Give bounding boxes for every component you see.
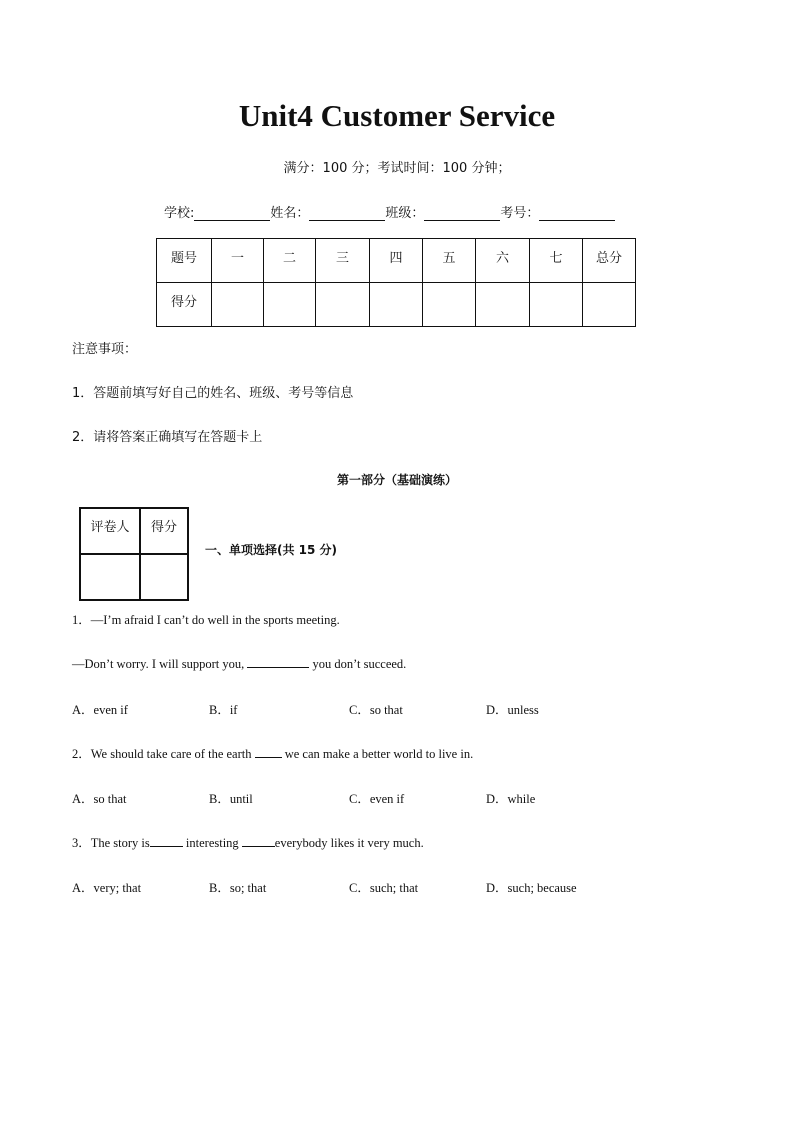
answer-blank xyxy=(247,655,309,668)
student-info-line xyxy=(164,202,615,221)
option-b[interactable]: B．if xyxy=(209,703,238,717)
grader-score-label: 得分 xyxy=(140,508,188,554)
class-label: 班级： xyxy=(385,206,425,221)
question-text: —Don’t worry. I will support you, xyxy=(72,657,248,671)
score-cell[interactable] xyxy=(530,283,583,327)
notes-heading: 注意事项： xyxy=(72,342,138,357)
answer-blank xyxy=(242,834,275,847)
exam-number-field[interactable] xyxy=(539,207,615,221)
score-table-score-row xyxy=(157,283,636,327)
option-d[interactable]: D．such; because xyxy=(486,881,577,895)
row-label: 得分 xyxy=(157,283,212,327)
option-c[interactable]: C．even if xyxy=(349,792,405,806)
note-item: 2．请将答案正确填写在答题卡上 xyxy=(72,430,263,445)
grader-score-field[interactable] xyxy=(140,554,188,600)
answer-blank xyxy=(150,834,183,847)
header-cell: 六 xyxy=(476,239,530,283)
score-table-header-row xyxy=(157,239,636,283)
question-text: everybody likes it very much. xyxy=(274,836,424,850)
part-title: 第一部分（基础演练） xyxy=(336,473,457,487)
class-field[interactable] xyxy=(424,207,500,221)
header-cell: 三 xyxy=(316,239,370,283)
question-1-stem: 1．—I’m afraid I can’t do well in the sports meeting. xyxy=(72,613,340,627)
answer-blank xyxy=(255,745,282,758)
school-label: 学校: xyxy=(164,206,195,221)
option-a[interactable]: A．even if xyxy=(72,703,128,717)
school-field[interactable] xyxy=(194,207,270,221)
header-cell: 总分 xyxy=(583,239,636,283)
question-3-stem xyxy=(72,833,424,851)
option-a[interactable]: A．very; that xyxy=(72,881,142,895)
exam-meta: 满分：100 分；考试时间：100 分钟； xyxy=(283,161,511,176)
name-label: 姓名： xyxy=(270,206,310,221)
option-c[interactable]: C．so that xyxy=(349,703,403,717)
question-text: you don’t succeed. xyxy=(309,657,407,671)
score-cell[interactable] xyxy=(264,283,316,327)
option-b[interactable]: B．until xyxy=(209,792,253,806)
score-cell[interactable] xyxy=(212,283,264,327)
question-text: 2．We should take care of the earth xyxy=(72,747,255,761)
question-2-stem xyxy=(72,744,473,762)
score-cell[interactable] xyxy=(476,283,530,327)
reviewer-label: 评卷人 xyxy=(80,508,140,554)
note-item: 1．答题前填写好自己的姓名、班级、考号等信息 xyxy=(72,386,354,401)
option-a[interactable]: A．so that xyxy=(72,792,127,806)
score-cell[interactable] xyxy=(423,283,476,327)
name-field[interactable] xyxy=(309,207,385,221)
reviewer-field[interactable] xyxy=(80,554,140,600)
exam-number-label: 考号： xyxy=(500,206,540,221)
header-cell: 四 xyxy=(370,239,423,283)
option-b[interactable]: B．so; that xyxy=(209,881,267,895)
question-text: we can make a better world to live in. xyxy=(281,747,474,761)
header-cell: 一 xyxy=(212,239,264,283)
header-cell: 题号 xyxy=(157,239,212,283)
page-title: Unit4 Customer Service xyxy=(238,98,556,133)
score-cell[interactable] xyxy=(583,283,636,327)
header-cell: 五 xyxy=(423,239,476,283)
question-text: 3．The story is xyxy=(72,836,150,850)
score-table xyxy=(156,238,636,327)
header-cell: 七 xyxy=(530,239,583,283)
question-text: interesting xyxy=(182,836,242,850)
header-cell: 二 xyxy=(264,239,316,283)
option-d[interactable]: D．while xyxy=(486,792,536,806)
option-c[interactable]: C．such; that xyxy=(349,881,419,895)
option-d[interactable]: D．unless xyxy=(486,703,539,717)
grader-box xyxy=(79,507,189,601)
score-cell[interactable] xyxy=(370,283,423,327)
question-1-line-2 xyxy=(72,655,406,672)
section-title: 一、单项选择(共 15 分) xyxy=(205,543,338,557)
score-cell[interactable] xyxy=(316,283,370,327)
